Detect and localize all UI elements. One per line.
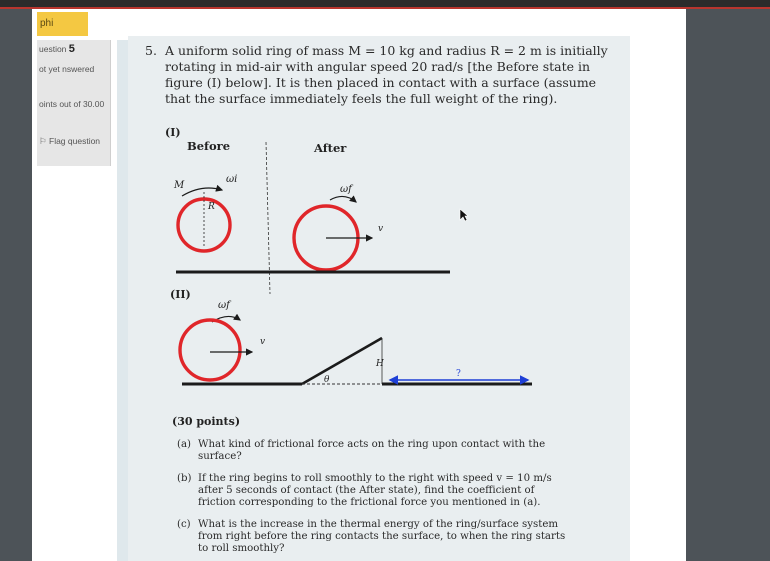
question-info-panel [37, 40, 111, 166]
after-label: After [314, 141, 347, 155]
before-label: Before [187, 139, 231, 153]
part-b-text: If the ring begins to roll smoothly to the right with speed v = 10 m/s after 5 seconds of contact (the After state), find the coefficient of friction corresponding to the frictional force you mentioned in (a). [198, 473, 552, 508]
part-a-label: (a) [177, 439, 192, 450]
mouse-pointer-icon [459, 208, 469, 222]
question-label: uestion [39, 44, 67, 54]
incline-ramp [302, 338, 382, 384]
question-body: A uniform solid ring of mass M = 10 kg and radius R = 2 m is initially rotating in mid-air with angular speed 20 rad/s [the Before state in figure (I) below]. It is then placed in contact with a surface (assume that the surface immediately feels the full weight of the ring). [165, 43, 608, 106]
omega-f-arrow [330, 196, 356, 202]
physics-figure [160, 126, 540, 401]
question-index: 5. [145, 43, 157, 58]
unknown-label: ? [456, 369, 461, 379]
answer-status: ot yet nswered [39, 64, 95, 74]
top-strip [0, 0, 770, 7]
brand-label: phi [37, 12, 88, 36]
flag-question-button[interactable] [39, 135, 109, 147]
height-label: H [376, 359, 384, 369]
flag-label: Flag question [49, 136, 101, 146]
omega-f-label: ωf [340, 184, 352, 195]
omega-f-label-II: ωf [218, 300, 230, 311]
ring-II [180, 320, 240, 380]
theta-label: θ [324, 375, 330, 385]
part-a-text: What kind of frictional force acts on the ring upon contact with the surface? [198, 439, 546, 462]
points-value: (30 points) [172, 415, 241, 428]
figure-label-II: (II) [170, 288, 191, 301]
omega-i-arrow [182, 188, 222, 196]
velocity-label-after: v [378, 224, 384, 234]
question-number-value: 5 [68, 43, 75, 55]
mass-label: M [174, 180, 185, 191]
velocity-label-II: v [260, 337, 266, 347]
figure-label-I: (I) [165, 126, 181, 139]
radius-label: R [208, 202, 215, 212]
part-c-label: (c) [177, 519, 191, 530]
points-info: oints out of 30.00 [39, 99, 105, 109]
left-margin [0, 9, 32, 561]
right-margin [686, 9, 770, 561]
flag-icon: ⚐ [39, 136, 47, 146]
part-b-label: (b) [177, 473, 192, 484]
part-c-text: What is the increase in the thermal energy of the ring/surface system from right before the ring contacts the surface, to when the ring starts to roll smoothly? [198, 519, 566, 554]
question-number [39, 43, 75, 55]
omega-i-label: ωi [226, 174, 238, 185]
